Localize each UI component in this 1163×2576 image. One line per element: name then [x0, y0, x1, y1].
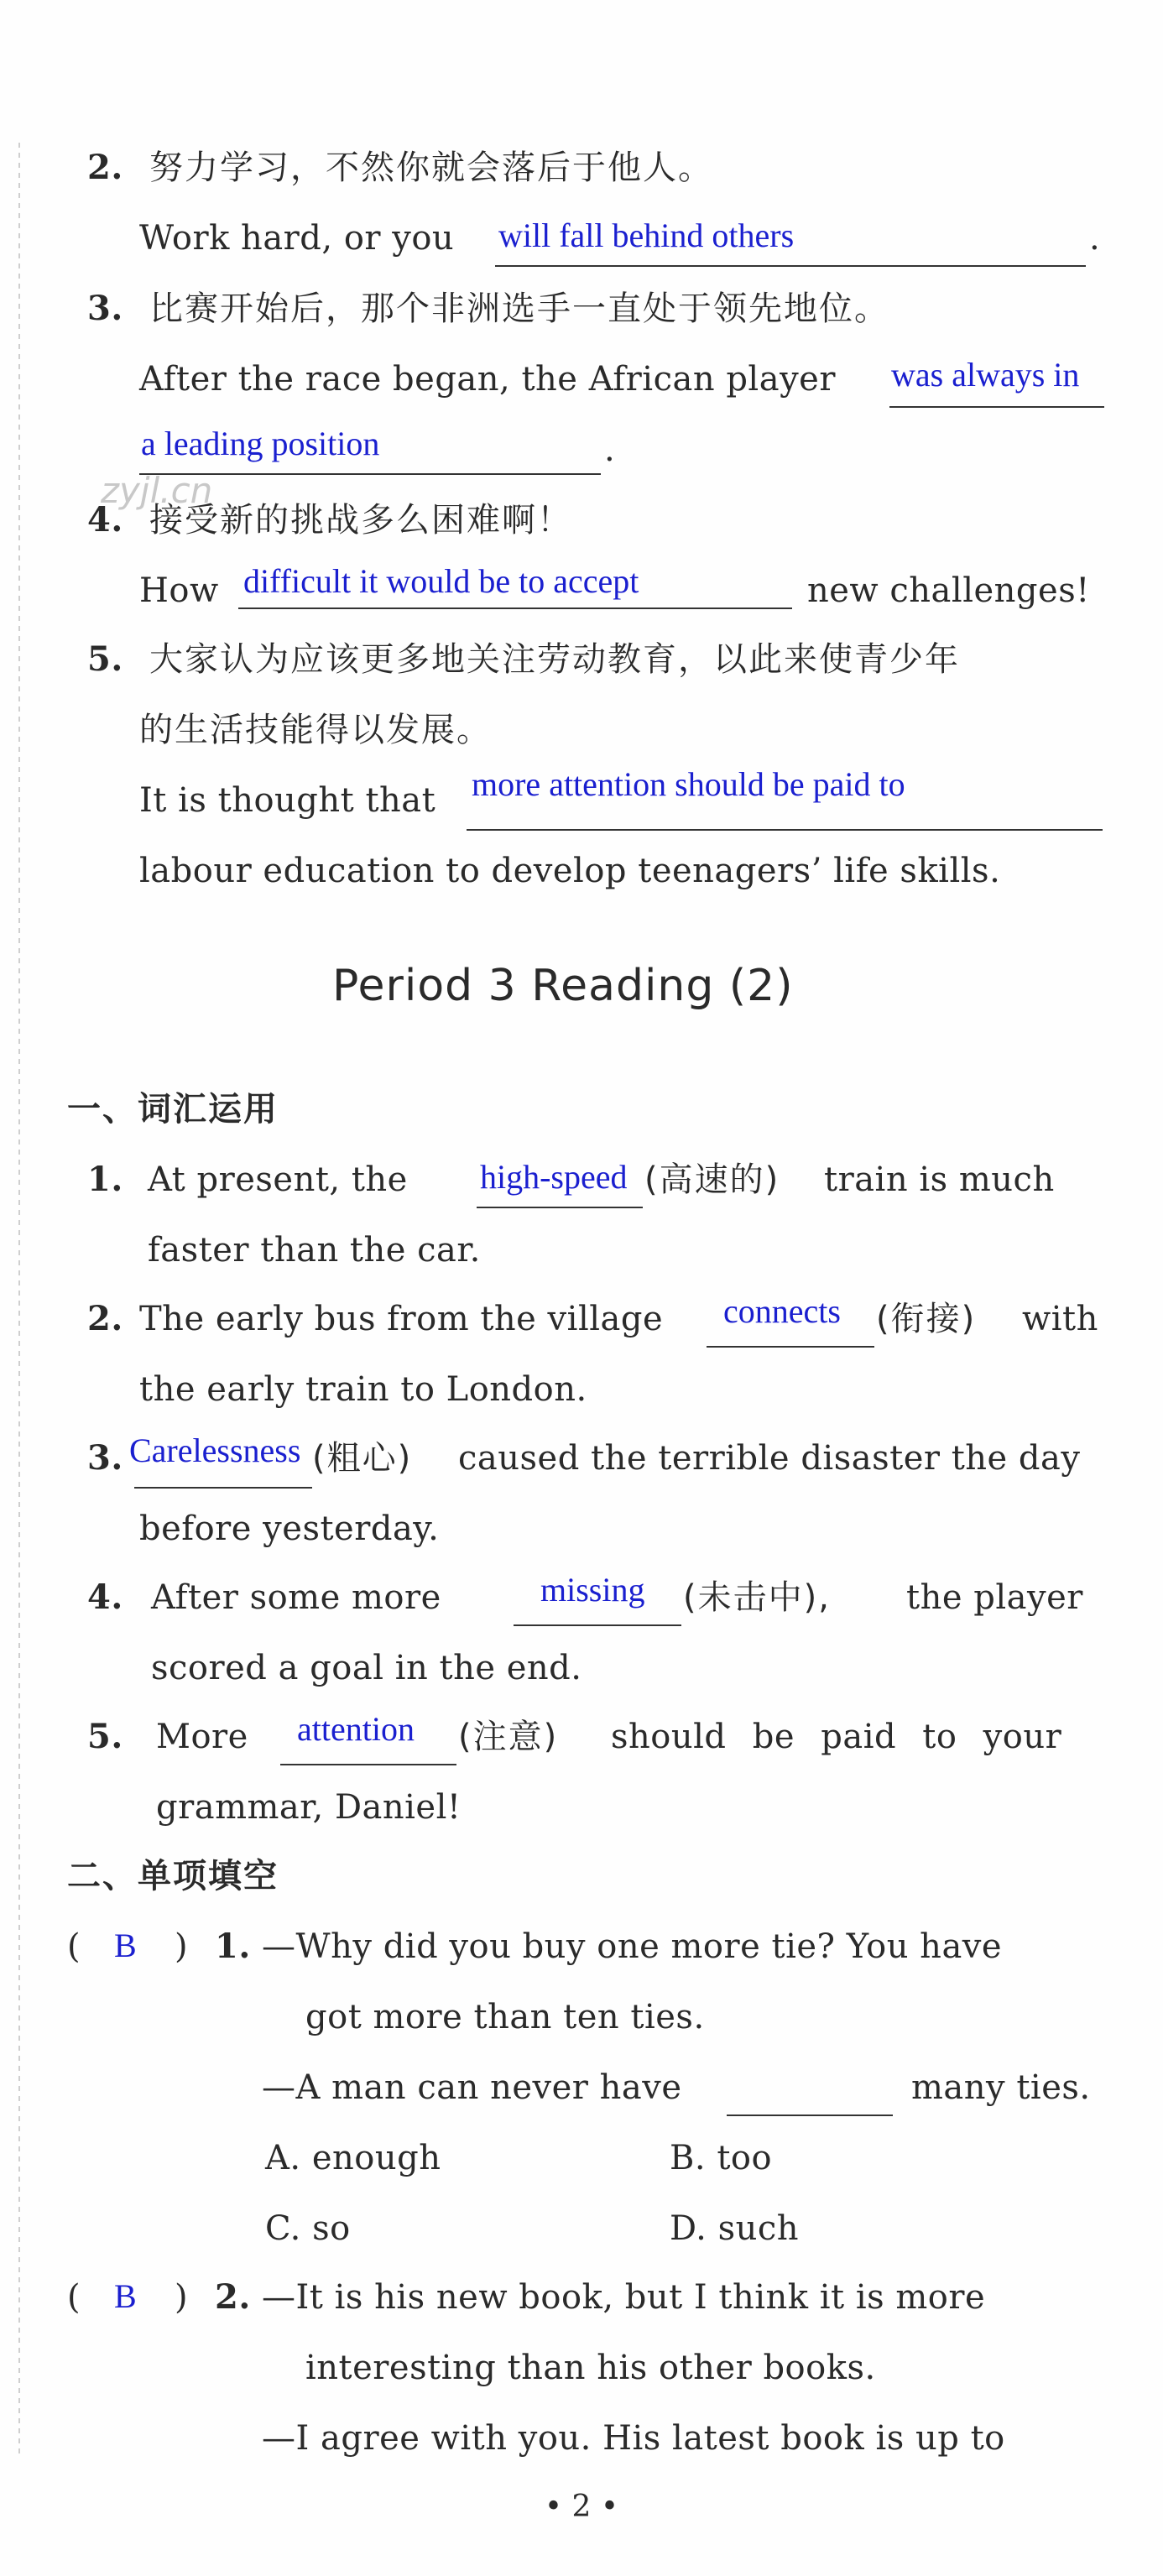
s1-item4-line2: scored a goal in the end.: [151, 1649, 582, 1687]
s1-item2-answer: connects: [723, 1292, 841, 1330]
margin-dashed-line: [18, 143, 20, 2459]
s2-item1-blank[interactable]: [727, 2068, 893, 2116]
q5-cn-text2: 的生活技能得以发展。: [139, 711, 492, 749]
q3-cn-text: 比赛开始后，那个非洲选手一直处于领先地位。: [149, 289, 889, 328]
s2-item1-option-a[interactable]: A. enough: [265, 2139, 441, 2177]
s1-item2-after: with: [1022, 1300, 1098, 1338]
s2-item1-number: 1.: [215, 1927, 251, 1966]
period-title: Period 3 Reading (2): [332, 961, 794, 1011]
q5-cn-text1: 大家认为应该更多地关注劳动教育，以此来使青少年: [149, 640, 960, 679]
s1-item2-hint: (衔接): [876, 1300, 977, 1338]
s2-item2-open-paren: (: [67, 2278, 81, 2317]
q3-answer-line1: was always in: [891, 356, 1080, 394]
s2-item2-answer: B: [114, 2277, 137, 2315]
s1-item1-line2: faster than the car.: [148, 1231, 481, 1270]
s1-item2-before: The early bus from the village: [139, 1300, 664, 1338]
q2-en-before: Work hard, or you: [139, 219, 455, 258]
s1-item4-before: After some more: [151, 1578, 441, 1617]
q4-answer: difficult it would be to accept: [243, 562, 639, 600]
q4-cn-line: [87, 495, 572, 545]
q2-answer: will fall behind others: [498, 216, 795, 254]
s2-item1-open-paren: (: [67, 1927, 81, 1966]
q5-en-line2: labour education to develop teenagers’ life skills.: [139, 852, 1001, 890]
s1-item5-hint: (注意): [458, 1718, 559, 1756]
s2-item2-line2: interesting than his other books.: [305, 2349, 876, 2387]
s1-item3-number: 3.: [87, 1438, 123, 1478]
q3-period: .: [604, 430, 616, 469]
s1-item2-line2: the early train to London.: [139, 1370, 587, 1409]
s2-item1-option-d[interactable]: D. such: [670, 2209, 800, 2248]
s2-item1-answer: B: [114, 1927, 137, 1964]
s2-item1-option-b[interactable]: B. too: [670, 2139, 773, 2177]
q4-en-before: How: [139, 571, 219, 610]
q3-number: 3.: [87, 289, 123, 328]
q2-number: 2.: [87, 148, 123, 187]
q3-answer-line2: a leading position: [141, 425, 380, 462]
q2-period: .: [1089, 219, 1101, 258]
s2-item2-line1: —It is his new book, but I think it is more: [262, 2278, 986, 2317]
section2-heading: 二、单项填空: [67, 1857, 279, 1895]
s2-item1-line1: —Why did you buy one more tie? You have: [262, 1927, 1003, 1966]
s1-item1-after: train is much: [824, 1160, 1055, 1199]
s1-item5-answer: attention: [297, 1710, 415, 1748]
s1-item3-after: caused the terrible disaster the day: [458, 1439, 1081, 1478]
q5-answer: more attention should be paid to: [472, 765, 905, 803]
watermark: zyjl.cn: [101, 470, 213, 511]
s1-item1-before: At present, the: [148, 1160, 408, 1199]
s2-item1-option-c[interactable]: C. so: [265, 2209, 351, 2248]
q3-en-before: After the race began, the African player: [139, 360, 836, 399]
s1-item1-answer: high-speed: [480, 1158, 628, 1196]
q2-cn-line: [87, 143, 713, 193]
s1-item4-hint: (未击中),: [683, 1578, 831, 1617]
page-number: • 2 •: [544, 2490, 619, 2524]
q4-cn-text: 接受新的挑战多么困难啊！: [149, 501, 572, 540]
s1-item5-number: 5.: [87, 1717, 123, 1756]
s1-item5-line2: grammar, Daniel!: [156, 1788, 462, 1827]
s1-item4-after: the player: [906, 1578, 1083, 1617]
q3-cn-line: [87, 284, 889, 334]
s2-item1-line3-after: many ties.: [911, 2068, 1091, 2107]
s1-item1-hint: (高速的): [644, 1160, 780, 1199]
s1-item4-answer: missing: [540, 1571, 645, 1609]
s2-item1-close-paren: ): [175, 1927, 188, 1966]
q5-en-before: It is thought that: [139, 781, 436, 820]
s2-item2-line3: —I agree with you. His latest book is up to: [262, 2419, 1005, 2458]
s1-item3-hint: (粗心): [312, 1439, 413, 1478]
s1-item3-answer: Carelessness: [129, 1431, 301, 1469]
s2-item2-close-paren: ): [175, 2278, 188, 2317]
s1-item5-before: More: [156, 1718, 248, 1756]
q5-number: 5.: [87, 639, 123, 679]
s1-item4-number: 4.: [87, 1577, 123, 1617]
s2-item1-line2: got more than ten ties.: [305, 1998, 705, 2036]
s2-item1-line3-before: —A man can never have: [262, 2068, 682, 2107]
s1-item5-after: should be paid to your: [611, 1718, 1062, 1756]
s2-item2-number: 2.: [215, 2277, 251, 2317]
s1-item2-number: 2.: [87, 1299, 123, 1338]
s1-item3-line2: before yesterday.: [139, 1510, 440, 1548]
q2-cn-text: 努力学习，不然你就会落后于他人。: [149, 149, 713, 187]
q4-en-after: new challenges!: [807, 571, 1090, 610]
q5-cn-line1: [87, 634, 960, 685]
s1-item1-number: 1.: [87, 1160, 123, 1199]
section1-heading: 一、词汇运用: [67, 1090, 279, 1129]
q4-number: 4.: [87, 500, 123, 540]
